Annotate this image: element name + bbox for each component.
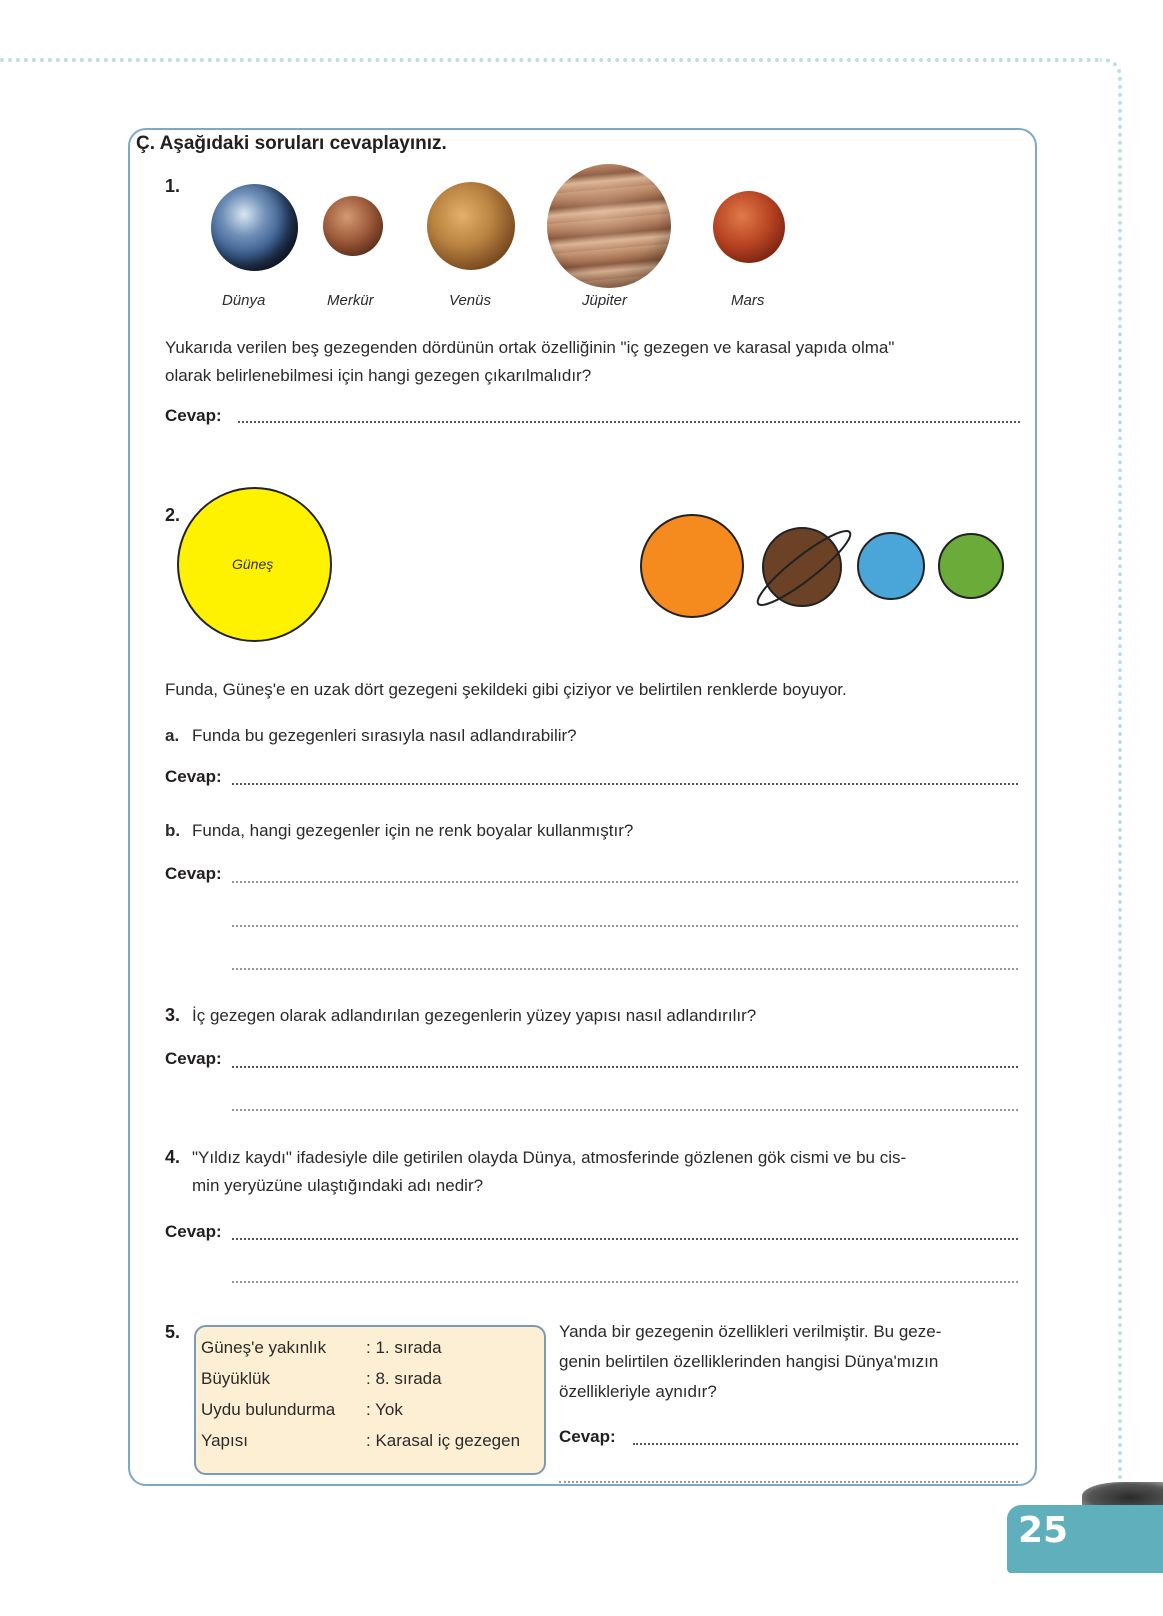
- q3-text: İç gezegen olarak adlandırılan gezegenlerin yüzey yapısı nasıl adlandırılır?: [192, 1006, 757, 1025]
- planet-drawing-blue: [857, 532, 925, 600]
- planet-drawing-orange: [640, 514, 744, 618]
- q2b-label: b.: [165, 821, 181, 840]
- info-value-moons: : Yok: [366, 1400, 403, 1419]
- info-value-structure: : Karasal iç gezegen: [366, 1431, 521, 1450]
- q5-text-line1: Yanda bir gezegenin özellikleri verilmiştir. Bu geze-: [559, 1322, 942, 1341]
- mars-image: [713, 191, 785, 263]
- q4-answer-line-1[interactable]: [232, 1238, 1018, 1240]
- info-key-moons: Uydu bulundurma: [201, 1400, 336, 1419]
- q4-text-line1: "Yıldız kaydı" ifadesiyle dile getirilen olayda Dünya, atmosferinde gözlenen gök cismi ve bu cis-: [192, 1148, 907, 1167]
- sun-label: Güneş: [232, 556, 274, 572]
- q4-answer-label: Cevap:: [165, 1222, 222, 1241]
- planet-drawing-green: [938, 533, 1004, 599]
- q2b-answer-line-1[interactable]: [232, 881, 1018, 883]
- mercury-image: [323, 196, 383, 256]
- q5-answer-line-2[interactable]: [559, 1481, 1018, 1483]
- q2a-answer-line[interactable]: [232, 783, 1018, 785]
- page-number: 25: [1018, 1510, 1069, 1551]
- q5-answer-label: Cevap:: [559, 1427, 616, 1446]
- q5-text-line3: özellikleriyle aynıdır?: [559, 1382, 717, 1401]
- q5-text-line2: genin belirtilen özelliklerinden hangisi Dünya'mızın: [559, 1352, 939, 1371]
- jupiter-image: [547, 164, 671, 288]
- q1-number: 1.: [165, 176, 181, 196]
- saturn-ring: [752, 518, 856, 618]
- planet-label-venus: Venüs: [449, 292, 491, 309]
- earth-image: [211, 184, 298, 271]
- venus-image: [427, 182, 515, 270]
- q1-text-line2: olarak belirlenebilmesi için hangi gezegen çıkarılmalıdır?: [165, 366, 592, 385]
- planet-label-mars: Mars: [731, 292, 765, 309]
- planet-label-jupiter: Jüpiter: [582, 292, 628, 309]
- info-key-structure: Yapısı: [201, 1431, 248, 1450]
- info-value-proximity: : 1. sırada: [366, 1338, 442, 1357]
- q2-intro: Funda, Güneş'e en uzak dört gezegeni şekildeki gibi çiziyor ve belirtilen renklerde boyuyor.: [165, 680, 847, 699]
- q4-number: 4.: [165, 1147, 181, 1167]
- q4-text-line2: min yeryüzüne ulaştığındaki adı nedir?: [192, 1176, 484, 1195]
- planet-label-mercury: Merkür: [327, 292, 374, 309]
- page-frame-top: [0, 58, 1100, 62]
- q2a-text: Funda bu gezegenleri sırasıyla nasıl adlandırabilir?: [192, 726, 577, 745]
- q2b-answer-line-3[interactable]: [232, 968, 1018, 970]
- q2-number: 2.: [165, 505, 181, 525]
- q5-answer-line-1[interactable]: [633, 1443, 1018, 1445]
- q3-answer-line-1[interactable]: [232, 1066, 1018, 1068]
- info-value-size: : 8. sırada: [366, 1369, 442, 1388]
- q1-answer-line[interactable]: [238, 421, 1020, 423]
- planet-label-earth: Dünya: [222, 292, 266, 309]
- section-title: Ç. Aşağıdaki soruları cevaplayınız.: [136, 133, 447, 154]
- q2a-answer-label: Cevap:: [165, 767, 222, 786]
- q1-answer-label: Cevap:: [165, 406, 222, 425]
- q3-answer-label: Cevap:: [165, 1049, 222, 1068]
- q5-number: 5.: [165, 1322, 181, 1342]
- q2b-text: Funda, hangi gezegenler için ne renk boyalar kullanmıştır?: [192, 821, 634, 840]
- q4-answer-line-2[interactable]: [232, 1281, 1018, 1283]
- q3-answer-line-2[interactable]: [232, 1109, 1018, 1111]
- q3-number: 3.: [165, 1005, 181, 1025]
- q1-text-line1: Yukarıda verilen beş gezegenden dördünün ortak özelliğinin "iç gezegen ve karasal yapıda olma": [165, 338, 895, 357]
- info-key-size: Büyüklük: [201, 1369, 270, 1388]
- q2b-answer-line-2[interactable]: [232, 925, 1018, 927]
- q2a-label: a.: [165, 726, 180, 745]
- q2b-answer-label: Cevap:: [165, 864, 222, 883]
- page-frame-right: [1100, 58, 1122, 1492]
- info-key-proximity: Güneş'e yakınlık: [201, 1338, 327, 1357]
